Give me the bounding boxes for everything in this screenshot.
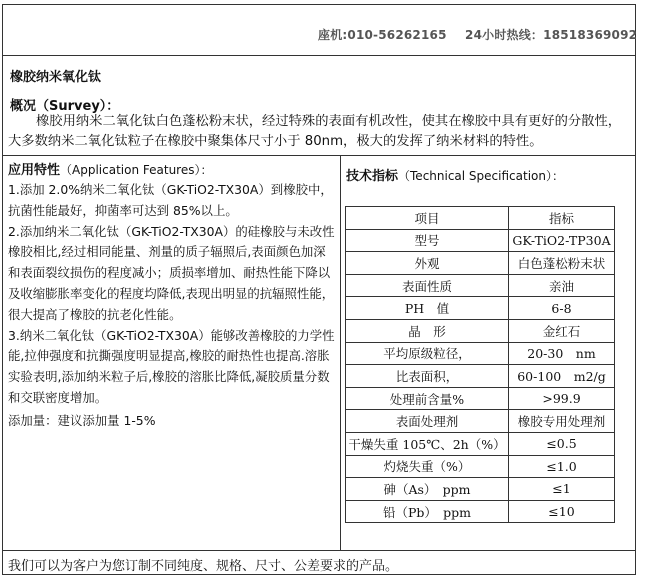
application-item-2: 2.添加纳米二氧化钛（GK-TiO2-TX30A）的硅橡胶与未改性橡胶相比,经过相同能量、剂量的质子辐照后,表面颜色加深和表面裂纹损伤的程度减小；质损率增加、耐热性能下降以及收缩膨胀率变化的程度均降低,表现出明显的抗辐照性能，很大提高了橡胶的抗老化性能。 (8, 223, 335, 322)
application-item-3: 3.纳米二氧化钛（GK-TiO2-TX30A）能够改善橡胶的力学性能,拉伸强度和抗撕强度明显提高,橡胶的耐热性也提高.溶胀实验表明,添加纳米粒子后,橡胶的溶胀比降低,凝胶质量分数和交联密度增加。 (8, 327, 335, 405)
spec-value-cell: GK-TiO2-TP30A (509, 229, 615, 252)
spec-table (345, 206, 615, 523)
spec-value-cell: ≤1.0 (509, 455, 615, 478)
spec-row (346, 365, 615, 388)
spec-value-cell: ≤1 (509, 478, 615, 501)
spec-value-cell: ≤10 (509, 500, 615, 523)
spec-value-cell: 白色蓬松粉末状 (509, 252, 615, 275)
spec-row (346, 432, 615, 455)
technical-heading-cn: 技术指标 (346, 169, 399, 184)
product-title: 橡胶纳米氧化钛 (10, 70, 102, 85)
application-heading (8, 159, 212, 178)
spec-value-cell: >99.9 (509, 387, 615, 410)
spec-item-cell: 比表面积， (346, 365, 509, 388)
contact-info (318, 26, 637, 43)
overview-divider (2, 155, 636, 156)
spec-item-cell: 项目 (346, 207, 509, 230)
spec-item-cell: 外观 (346, 252, 509, 275)
spec-item-cell: 晶 形 (346, 319, 509, 342)
spec-value-cell: 20-30 nm (509, 342, 615, 365)
spec-value-cell: 亲油 (509, 274, 615, 297)
spec-value-cell: 60-100 m2/g (509, 365, 615, 388)
spec-item-cell: 表面性质 (346, 274, 509, 297)
spec-item-cell: 型号 (346, 229, 509, 252)
phone-label: 座机: (318, 28, 348, 42)
spec-item-cell: PH 值 (346, 297, 509, 320)
phone-number: 010-56262165 (347, 28, 447, 42)
footer-text: 我们可以为客户为您订制不同纯度、规格、尺寸、公差要求的产品。 (8, 559, 399, 574)
spec-item-cell: 铅（Pb） ppm (346, 500, 509, 523)
footer-divider (2, 550, 636, 551)
spec-item-cell: 砷（As） ppm (346, 478, 509, 501)
spec-row (346, 500, 615, 523)
spec-row (346, 252, 615, 275)
spec-item-cell: 灼烧失重（%） (346, 455, 509, 478)
spec-value-cell: 指标 (509, 207, 615, 230)
technical-heading (346, 165, 564, 184)
application-body (8, 180, 338, 432)
spec-value-cell: 橡胶专用处理剂 (509, 410, 615, 433)
header-divider (2, 55, 636, 56)
application-item-1: 1.添加 2.0%纳米二氧化钛（GK-TiO2-TX30A）到橡胶中，抗菌性能最好，抑菌率可达到 85%以上。 (8, 182, 333, 218)
spec-row (346, 229, 615, 252)
column-divider (340, 155, 341, 550)
application-heading-cn: 应用特性 (8, 163, 61, 178)
spec-row (346, 297, 615, 320)
hotline-label: 24小时热线： (465, 28, 544, 42)
spec-value-cell: ≤0.5 (509, 432, 615, 455)
spec-item-cell: 干燥失重 105℃、2h（%） (346, 432, 509, 455)
spec-row (346, 387, 615, 410)
spec-row (346, 478, 615, 501)
spec-value-cell: 6-8 (509, 297, 615, 320)
spec-header-row (346, 207, 615, 230)
spec-row (346, 455, 615, 478)
overview-text: 橡胶用纳米二氧化钛白色蓬松粉末状，经过特殊的表面有机改性，使其在橡胶中具有更好的分散性，大多数纳米二氧化钛粒子在橡胶中聚集体尺寸小于 80nm，极大的发挥了纳米材料的特性。 (8, 114, 622, 149)
spec-row (346, 274, 615, 297)
spec-item-cell: 平均原级粒径， (346, 342, 509, 365)
spec-value-cell: 金红石 (509, 319, 615, 342)
spec-row (346, 319, 615, 342)
spec-row (346, 410, 615, 433)
spec-item-cell: 处理前含量% (346, 387, 509, 410)
dosage-text: 添加量：建议添加量 1-5% (8, 412, 156, 428)
spec-row (346, 342, 615, 365)
overview-heading: 概况（Survey）： (10, 99, 120, 114)
hotline-number: 18518369092 (543, 28, 638, 42)
spec-item-cell: 表面处理剂 (346, 410, 509, 433)
application-heading-en: （Application Features）： (60, 163, 213, 177)
technical-heading-en: （Technical Specification）： (398, 169, 564, 183)
